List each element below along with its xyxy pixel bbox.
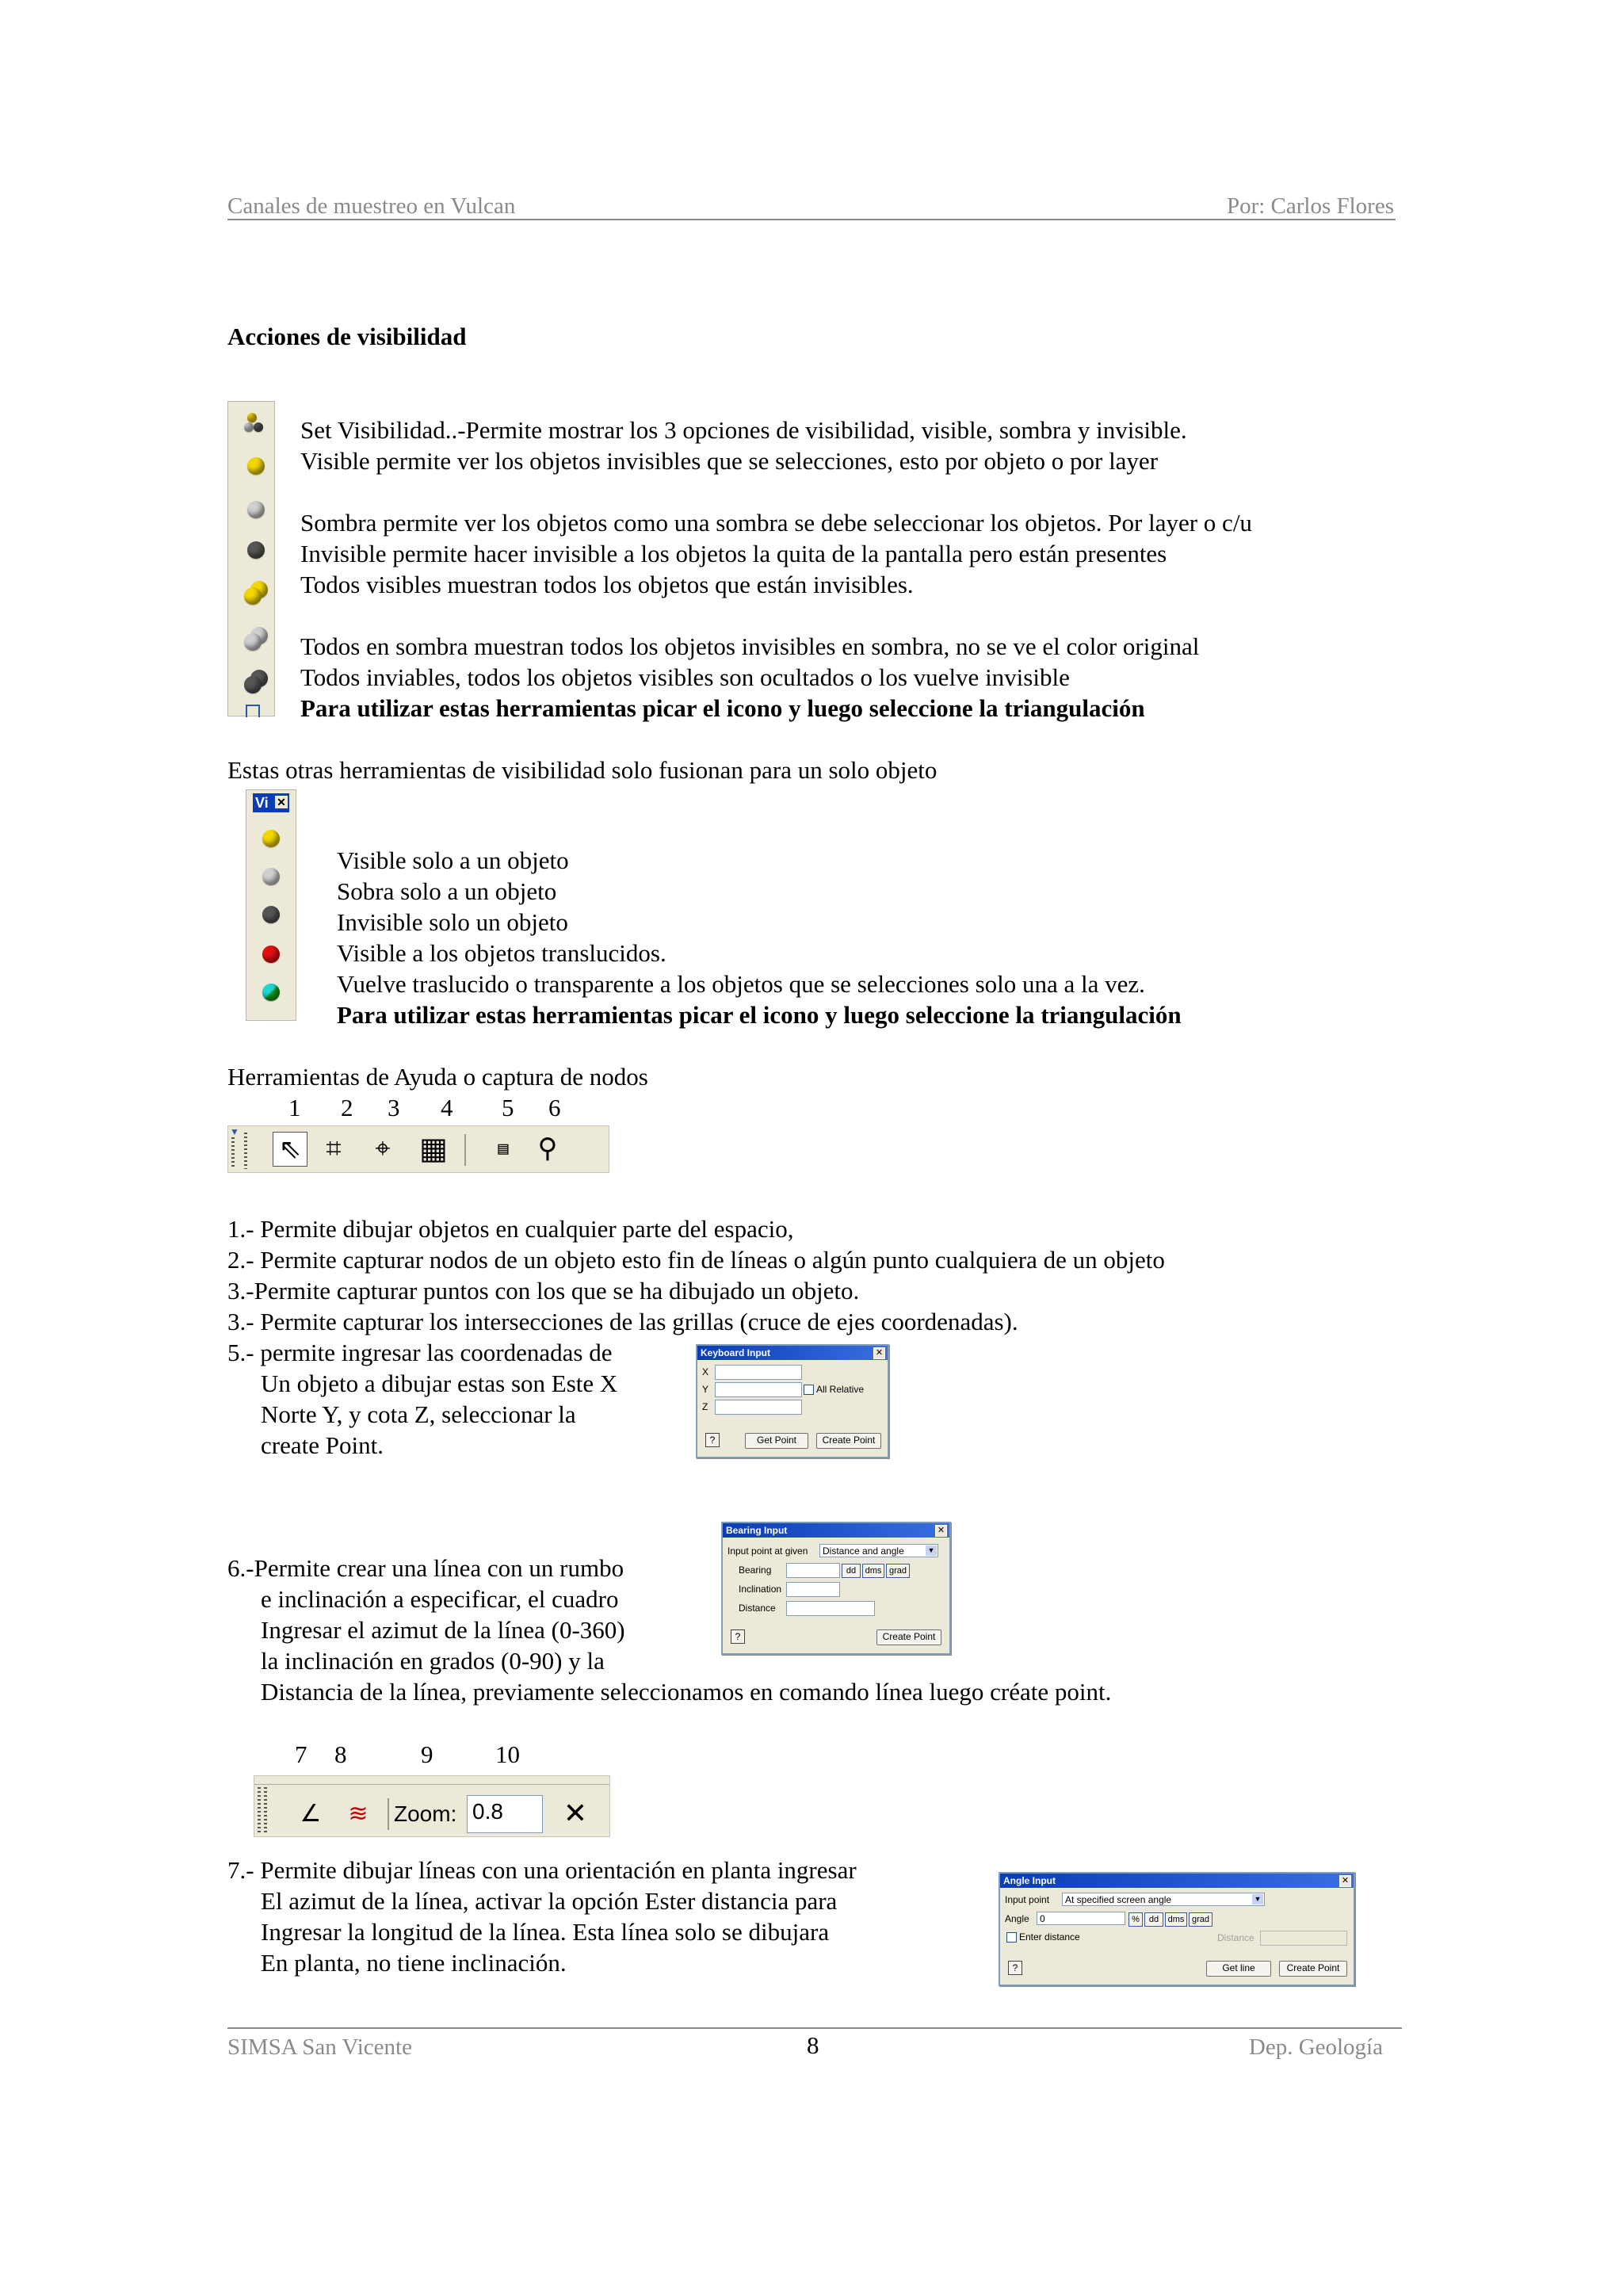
x-label: X [702,1366,709,1377]
bearing-input[interactable] [786,1563,840,1578]
input-point-label: Input point [1005,1894,1050,1905]
distance-input[interactable] [1260,1931,1347,1946]
keyboard-input-dialog [696,1344,889,1458]
text-line: la inclinación en grados (0-90) y la [261,1647,605,1675]
set-visibility-icon[interactable] [244,413,268,437]
y-input[interactable] [715,1382,802,1397]
toolbar-grip[interactable] [264,1787,267,1833]
all-relative-checkbox[interactable] [804,1385,814,1395]
header-left: Canales de muestreo en Vulcan [227,193,516,219]
visible-icon[interactable] [247,457,265,475]
tool-number: 3 [388,1094,400,1121]
text-line: En planta, no tiene inclinación. [261,1949,567,1977]
invisible-one-icon[interactable] [262,906,280,923]
dd-button[interactable]: dd [1144,1912,1163,1927]
create-point-button[interactable]: Create Point [876,1629,941,1645]
text-line: e inclinación a especificar, el cuadro [261,1585,619,1613]
close-icon[interactable]: ✕ [1339,1875,1351,1887]
text-line: Distancia de la línea, previamente seleccionamos en comando línea luego créate point. [261,1678,1112,1706]
tool-number: 8 [334,1740,347,1768]
text-line: Visible a los objetos translucidos. [337,939,666,967]
text-line: Ingresar el azimut de la línea (0-360) [261,1616,625,1644]
dialog-title [1000,1874,1354,1888]
tool-number: 6 [548,1094,561,1121]
z-label: Z [702,1401,708,1412]
wave-icon[interactable]: ≋ [348,1799,369,1828]
text-line: 7.- Permite dibujar líneas con una orientación en planta ingresar [227,1856,857,1884]
text-line: create Point. [261,1431,384,1459]
other-tools-intro: Estas otras herramientas de visibilidad solo fusionan para un solo objeto [227,756,938,784]
page-number: 8 [807,2031,819,2059]
help-tools-title: Herramientas de Ayuda o captura de nodos [227,1063,648,1091]
toolbar-titlebar [253,793,289,812]
text-line: Sobra solo a un objeto [337,877,557,905]
text-line: 1.- Permite dibujar objetos en cualquier parte del espacio, [227,1215,794,1243]
tool-number: 7 [295,1740,307,1768]
partial-icon [246,705,260,717]
text-line: Invisible permite hacer invisible a los objetos la quita de la pantalla pero están presentes [300,540,1167,567]
bearing-input-icon[interactable]: ⚲ [537,1133,558,1164]
text-line: 5.- permite ingresar las coordenadas de [227,1339,613,1366]
close-icon[interactable]: ✕ [873,1347,885,1359]
distance-label: Distance [739,1603,776,1614]
toolbar-separator [464,1134,466,1166]
help-icon[interactable]: ? [705,1433,720,1447]
text-line: Ingresar la longitud de la línea. Esta línea solo se dibujara [261,1918,830,1946]
tool-number: 2 [341,1094,353,1121]
enter-distance-label: Enter distance [1019,1931,1080,1943]
all-visible-icon[interactable] [244,581,269,606]
snap-toolbar [227,1125,609,1173]
text-line: Invisible solo un objeto [337,908,568,936]
all-invisible-icon[interactable] [244,670,269,695]
visible-one-icon[interactable] [262,830,280,847]
y-label: Y [702,1384,709,1395]
chevron-down-icon[interactable]: ▼ [1252,1894,1263,1904]
text-line: Visible solo a un objeto [337,846,569,874]
grad-button[interactable]: grad [1189,1912,1212,1927]
angle-zoom-toolbar [254,1775,610,1837]
cross-icon[interactable]: ✕ [563,1797,588,1830]
text-line: El azimut de la línea, activar la opción Ester distancia para [261,1887,838,1915]
dialog-title-text: Keyboard Input [701,1347,771,1358]
text-line: 2.- Permite capturar nodos de un objeto esto fin de líneas o algún punto cualquiera de un objeto [227,1246,1165,1274]
close-icon[interactable]: ✕ [935,1525,947,1537]
inclination-label: Inclination [739,1584,782,1595]
translucent-visible-icon[interactable] [262,946,280,963]
input-point-label: Input point at given [727,1545,808,1557]
tool-number: 5 [502,1094,514,1121]
text-line: 3.- Permite capturar los intersecciones de las grillas (cruce de ejes coordenadas). [227,1308,1018,1335]
text-line: 6.-Permite crear una línea con un rumbo [227,1554,624,1582]
toolbar-grip[interactable] [258,1787,261,1833]
text-line: Todos inviables, todos los objetos visibles son ocultados o los vuelve invisible [300,663,1070,691]
x-input[interactable] [715,1365,802,1380]
dialog-title-text: Bearing Input [726,1525,788,1536]
invisible-icon[interactable] [247,541,265,559]
text-line: Norte Y, y cota Z, seleccionar la [261,1400,576,1428]
make-translucent-icon[interactable] [262,984,280,1001]
footer-right: Dep. Geología [1248,2034,1383,2060]
toolbar-separator [388,1798,389,1830]
toolbar-cut-edge [254,1776,609,1785]
chevron-down-icon[interactable]: ▼ [926,1545,937,1556]
select-value: Distance and angle [823,1545,904,1557]
inclination-input[interactable] [786,1582,840,1597]
angle-input-icon[interactable]: ∠ [300,1799,322,1828]
toolbar-grip[interactable] [244,1133,247,1169]
text-line: Un objeto a dibujar estas son Este X [261,1370,618,1397]
dialog-title-text: Angle Input [1003,1875,1056,1886]
text-line: Todos visibles muestran todos los objetos que están invisibles. [300,571,914,598]
get-line-button[interactable]: Get line [1206,1961,1271,1977]
snap-grid-icon[interactable]: ▦ [419,1131,448,1166]
tool-number: 1 [288,1094,301,1121]
distance-input[interactable] [786,1601,875,1616]
create-point-button[interactable]: Create Point [1279,1961,1347,1977]
dms-button[interactable]: dms [1165,1912,1187,1927]
angle-label: Angle [1005,1913,1029,1924]
section-title: Acciones de visibilidad [227,323,467,350]
visibility-toolbar [227,401,275,716]
help-icon[interactable]: ? [731,1629,745,1644]
dropdown-arrow-icon[interactable]: ▼ [230,1126,239,1137]
toolbar-title: Vi [255,795,269,811]
bearing-input-dialog [721,1522,951,1655]
angle-input[interactable]: 0 [1037,1912,1125,1925]
get-point-button[interactable]: Get Point [745,1433,808,1449]
single-object-toolbar [246,789,296,1021]
enter-distance-checkbox[interactable] [1006,1932,1017,1943]
header-divider [227,219,1396,220]
angle-input-dialog [999,1872,1355,1986]
dialog-title [697,1346,888,1360]
all-relative-label: All Relative [816,1384,865,1395]
text-line: 3.-Permite capturar puntos con los que se ha dibujado un objeto. [227,1277,860,1305]
snap-point-icon[interactable]: ⌖ [375,1133,391,1164]
dialog-title [723,1523,949,1538]
toolbar-grip[interactable] [231,1137,235,1169]
select-value: At specified screen angle [1065,1894,1172,1905]
dd-button[interactable]: dd [842,1564,861,1578]
help-icon[interactable]: ? [1008,1961,1022,1975]
shadow-icon[interactable] [247,501,265,518]
create-point-button[interactable]: Create Point [816,1433,881,1449]
text-line: Todos en sombra muestran todos los objetos invisibles en sombra, no se ve el color original [300,632,1200,660]
zoom-label: Zoom: [394,1801,457,1826]
text-line: Visible permite ver los objetos invisibles que se selecciones, esto por objeto o por layer [300,447,1159,475]
grad-button[interactable]: grad [886,1564,910,1578]
tool-number: 9 [421,1740,433,1768]
dms-button[interactable]: dms [862,1564,884,1578]
text-line: Set Visibilidad..-Permite mostrar los 3 opciones de visibilidad, visible, sombra y invisible. [300,416,1187,444]
distance-label: Distance [1217,1932,1254,1943]
input-point-select[interactable] [1062,1893,1265,1906]
text-line-bold: Para utilizar estas herramientas picar el icono y luego seleccione la triangulación [300,694,1145,722]
text-line: Vuelve traslucido o transparente a los objetos que se selecciones solo una a la vez. [337,970,1145,998]
tool-number: 10 [495,1740,520,1768]
tool-number: 4 [441,1094,453,1121]
z-input[interactable] [715,1400,802,1415]
footer-left: SIMSA San Vicente [227,2034,412,2060]
all-shadow-icon[interactable] [244,627,269,652]
footer-divider [227,2027,1402,2029]
header-right: Por: Carlos Flores [1226,193,1394,219]
shadow-one-icon[interactable] [262,868,280,885]
text-line: Sombra permite ver los objetos como una sombra se debe seleccionar los objetos. Por layer o c/u [300,509,1252,537]
snap-node-icon[interactable]: ⌗ [326,1133,342,1164]
bearing-label: Bearing [739,1564,772,1576]
percent-button[interactable]: % [1128,1912,1143,1927]
close-icon[interactable]: ✕ [275,796,288,808]
text-line-bold: Para utilizar estas herramientas picar el icono y luego seleccione la triangulación [337,1001,1182,1029]
keyboard-input-icon[interactable]: ▤ [498,1138,509,1159]
input-point-select[interactable] [819,1544,938,1557]
free-draw-cursor-icon[interactable]: ⇖ [273,1132,307,1167]
zoom-input[interactable]: 0.8 [467,1795,543,1833]
